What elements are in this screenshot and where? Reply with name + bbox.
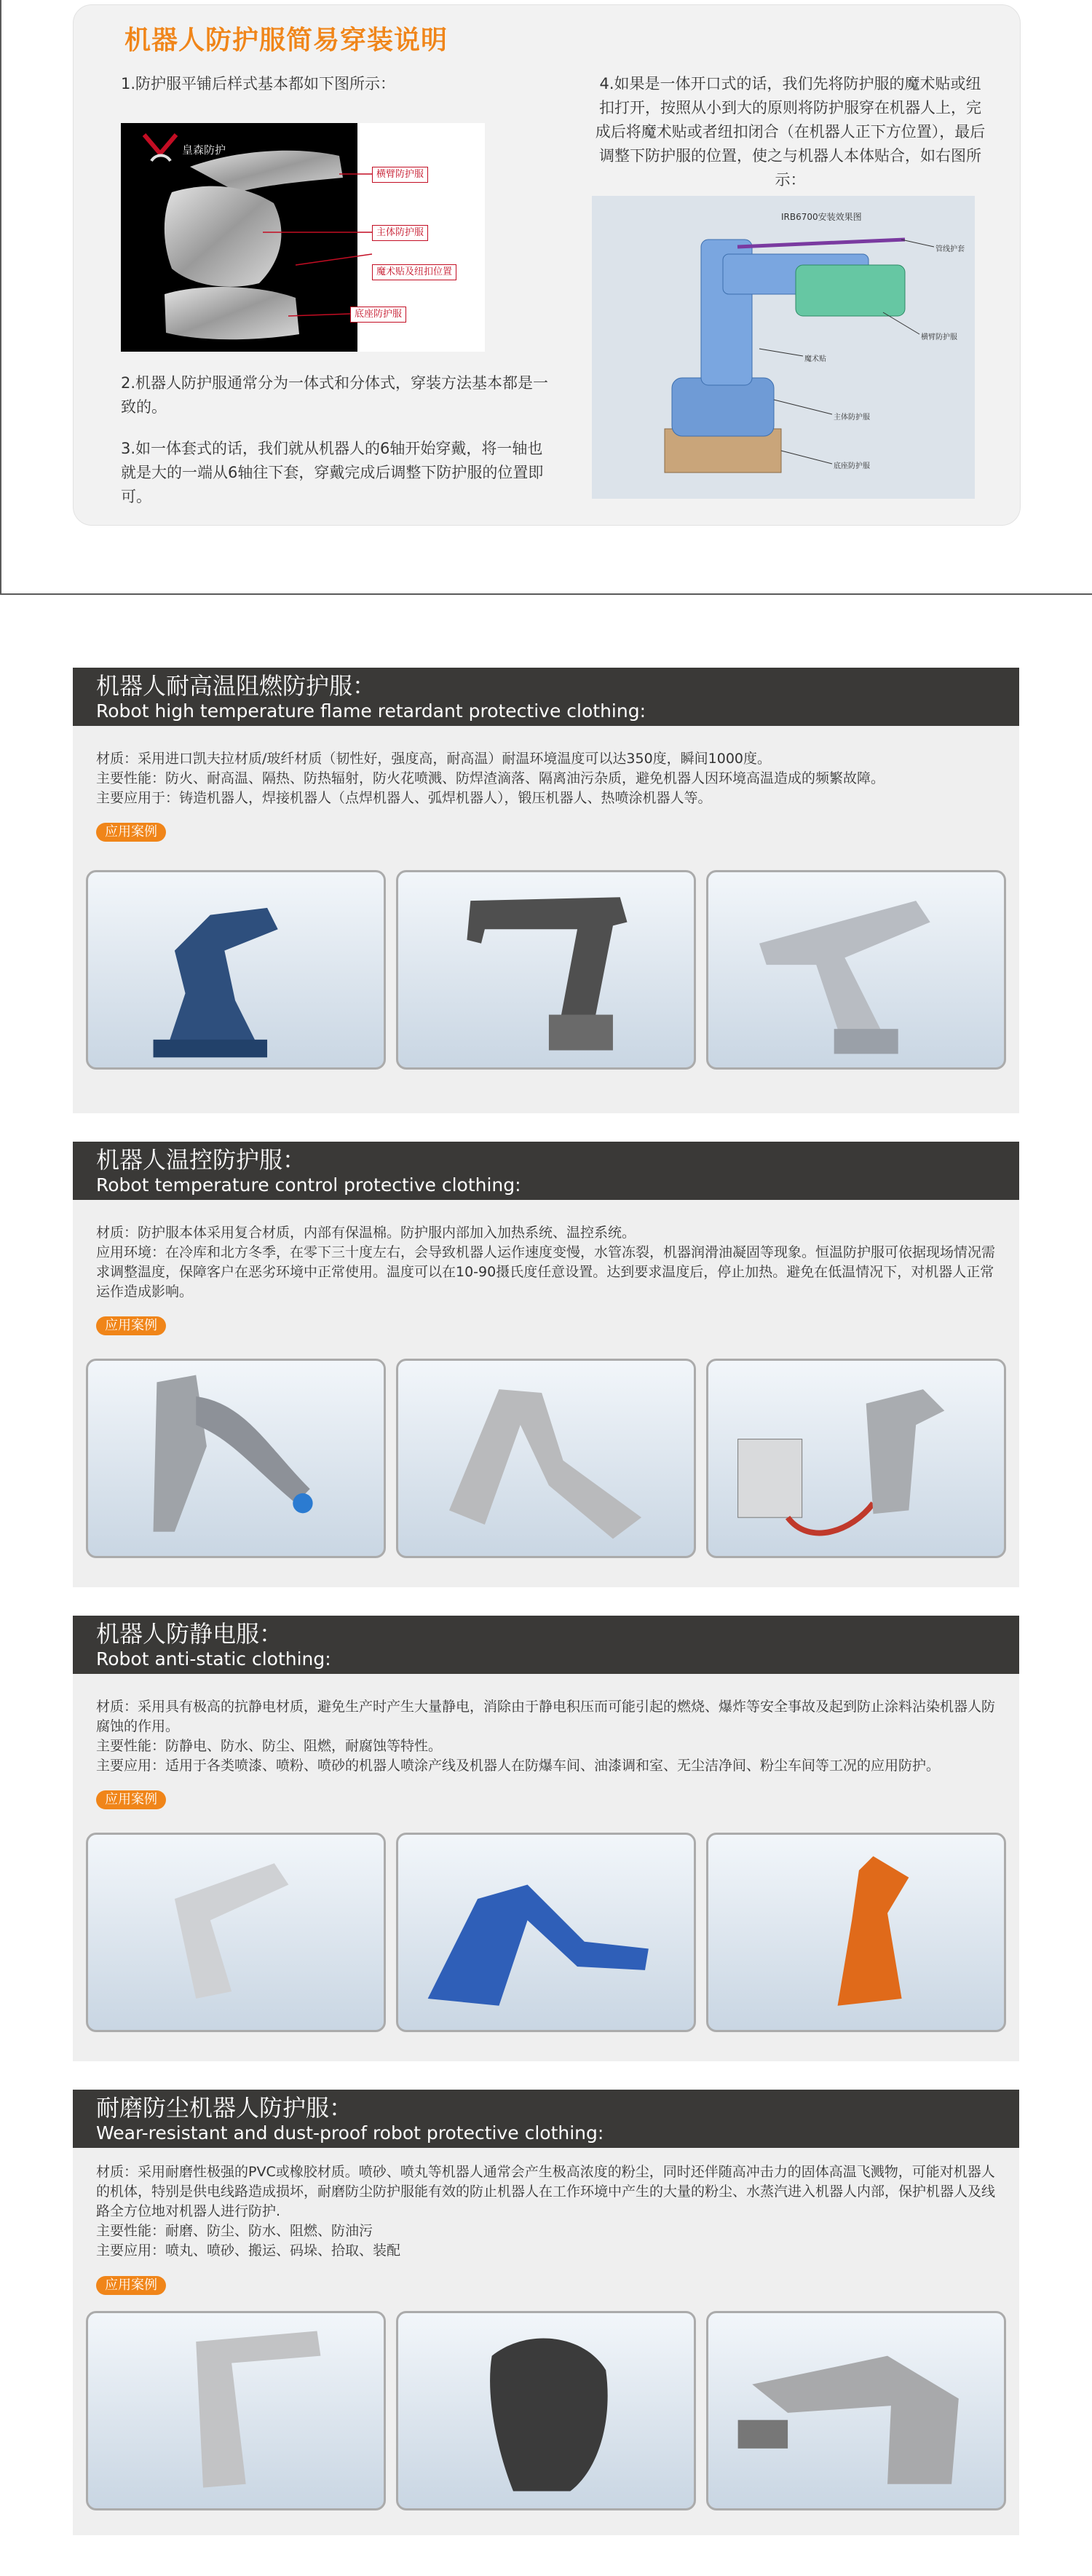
case-photo	[86, 2311, 386, 2510]
grey-static-suit-photo	[88, 1835, 384, 2030]
case-photo	[396, 2311, 696, 2510]
step-1-text: 1.防护服平铺后样式基本都如下图所示：	[121, 75, 396, 92]
label-body-clothing: 主体防护服	[834, 414, 870, 422]
callout-velcro-position: 魔术贴及纽扣位置	[372, 264, 456, 280]
insulated-robot-photo	[88, 1361, 384, 1556]
description-line: 材质：采用具有极高的抗静电材质，避免生产时产生大量静电，消除由于静电积压而可能引起的燃烧、爆炸等安全事故及起到防止涂料沾染机器人防腐蚀的作用。	[96, 1699, 996, 1734]
section-header	[73, 668, 1019, 726]
callout-arm-clothing: 横臂防护服	[372, 167, 428, 183]
installation-diagram-title: IRB6700安装效果图	[781, 212, 862, 222]
application-cases-tag[interactable]: 应用案例	[96, 823, 166, 842]
description-line: 主要性能：耐磨、防尘、防水、阻燃、防油污	[96, 2223, 373, 2239]
blue-static-suit-photo	[398, 1835, 694, 2030]
page-left-rule	[0, 0, 1, 595]
case-photo	[706, 870, 1006, 1070]
description-line: 应用环境：在冷库和北方冬季，在零下三十度左右，会导致机器人运作速度变慢，水管冻裂，机器润滑油凝固等现象。恒温防护服可依据现场情况需求调整温度，保障客户在恶劣环境中正常使用。温度可以在10-90摄氏度任意设置。达到要求温度后，停止加热。避免在低温情况下，对机器人正常运作造成影响。	[96, 1244, 996, 1300]
robot-with-heater-photo	[708, 1361, 1004, 1556]
blue-robot-photo	[88, 872, 384, 1067]
step-4-text: 4.如果是一体开口式的话，我们先将防护服的魔术贴或纽扣打开，按照从小到大的原则将防护服穿在机器人上，完成后将魔术贴或者纽扣闭合（在机器人正下方位置），最后调整下防护服的位置，使之与机器人本体贴合，如右图所示：	[595, 75, 986, 189]
case-photo	[706, 2311, 1006, 2510]
section-title-en: Robot anti-static clothing:	[96, 1648, 331, 1670]
installed-robot-illustration	[592, 196, 975, 499]
case-photo	[86, 1359, 386, 1558]
silver-robot-photo	[708, 872, 1004, 1067]
description-line: 主要性能：防静电、防水、防尘、阻燃，耐腐蚀等特性。	[96, 1738, 443, 1754]
application-cases-tag[interactable]: 应用案例	[96, 1790, 166, 1809]
step-2-text: 2.机器人防护服通常分为一体式和分体式，穿装方法基本都是一致的。	[121, 374, 549, 416]
case-photo	[396, 1359, 696, 1558]
case-photo	[396, 1833, 696, 2032]
instruction-title: 机器人防护服简易穿装说明	[124, 25, 448, 55]
step-3-text: 3.如一体套式的话，我们就从机器人的6轴开始穿戴，将一轴也就是大的一端从6轴往下套，穿戴完成后调整下防护服的位置即可。	[121, 440, 544, 505]
case-photo	[706, 1833, 1006, 2032]
section-high-temp	[73, 668, 1019, 1113]
description-line: 主要应用于：铸造机器人，焊接机器人（点焊机器人、弧焊机器人），锻压机器人、热喷涂机器人等。	[96, 790, 712, 806]
label-arm-clothing: 横臂防护服	[921, 333, 957, 341]
installation-diagram	[592, 196, 975, 499]
section-wear-resistant	[73, 2090, 1019, 2535]
case-photo	[86, 1833, 386, 2032]
palletizing-robot-photo	[708, 2313, 1004, 2508]
application-cases-tag[interactable]: 应用案例	[96, 2276, 166, 2295]
case-photo	[86, 870, 386, 1070]
description-line: 主要应用：适用于各类喷漆、喷粉、喷砂的机器人喷涂产线及机器人在防爆车间、油漆调和室、无尘洁净间、粉尘车间等工况的应用防护。	[96, 1758, 941, 1774]
section-header	[73, 1616, 1019, 1674]
instruction-panel	[73, 4, 1021, 526]
description-line: 主要性能：防火、耐高温、隔热、防热辐射，防火花喷溅、防焊渣滴落、隔离油污杂质，避免机器人因环境高温造成的频繁故障。	[96, 770, 885, 786]
section-title-cn: 机器人耐高温阻燃防护服：	[96, 672, 376, 700]
section-header	[73, 1142, 1019, 1200]
section-title-en: Robot high temperature flame retardant protective clothing:	[96, 700, 646, 722]
label-velcro: 魔术贴	[804, 355, 826, 363]
description-line: 材质：采用耐磨性极强的PVC或橡胶材质。喷砂、喷丸等机器人通常会产生极高浓度的粉尘，同时还伴随高冲击力的固体高温飞溅物，可能对机器人的机体，特别是供电线路造成损坏，耐磨防尘防护服能有效的防止机器人在工作环境中产生的大量的粉尘、水蒸汽进入机器人内部，保护机器人及线路全方位地对机器人进行防护.	[96, 2164, 996, 2219]
application-cases-tag[interactable]: 应用案例	[96, 1316, 166, 1335]
callout-body-clothing: 主体防护服	[372, 225, 428, 241]
label-cable-sheath: 管线护套	[935, 245, 965, 253]
section-title-en: Robot temperature control protective clothing:	[96, 1174, 521, 1196]
section-description	[96, 749, 999, 808]
label-base-clothing: 底座防护服	[834, 462, 870, 470]
section-title-cn: 耐磨防尘机器人防护服：	[96, 2094, 353, 2122]
section-description	[96, 1697, 999, 1776]
callout-base-clothing: 底座防护服	[350, 307, 406, 323]
description-line: 材质：采用进口凯夫拉材质/玻纤材质（韧性好，强度高，耐高温）耐温环境温度可以达350度，瞬间1000度。	[96, 751, 772, 767]
case-photo	[396, 870, 696, 1070]
brand-logo-text: 皇森防护	[182, 143, 226, 157]
section-description	[96, 1223, 999, 1302]
section-divider	[0, 593, 1092, 595]
section-description	[96, 2162, 999, 2261]
black-dustproof-robot-photo	[398, 2313, 694, 2508]
flat-temp-suit-photo	[398, 1361, 694, 1556]
section-title-cn: 机器人防静电服：	[96, 1620, 283, 1648]
grey-dustproof-robot-photo	[88, 2313, 384, 2508]
orange-static-suit-photo	[708, 1835, 1004, 2030]
case-photo	[706, 1359, 1006, 1558]
section-title-cn: 机器人温控防护服：	[96, 1146, 306, 1174]
section-anti-static	[73, 1616, 1019, 2061]
callout-lines	[121, 123, 485, 352]
flat-clothing-diagram	[121, 123, 485, 352]
dark-foil-robot-photo	[398, 872, 694, 1067]
section-title-en: Wear-resistant and dust-proof robot protective clothing:	[96, 2122, 604, 2144]
description-line: 主要应用：喷丸、喷砂、搬运、码垛、拾取、装配	[96, 2243, 401, 2259]
description-line: 材质：防护服本体采用复合材质，内部有保温棉。防护服内部加入加热系统、温控系统。	[96, 1225, 636, 1241]
section-temp-control	[73, 1142, 1019, 1587]
section-header	[73, 2090, 1019, 2148]
